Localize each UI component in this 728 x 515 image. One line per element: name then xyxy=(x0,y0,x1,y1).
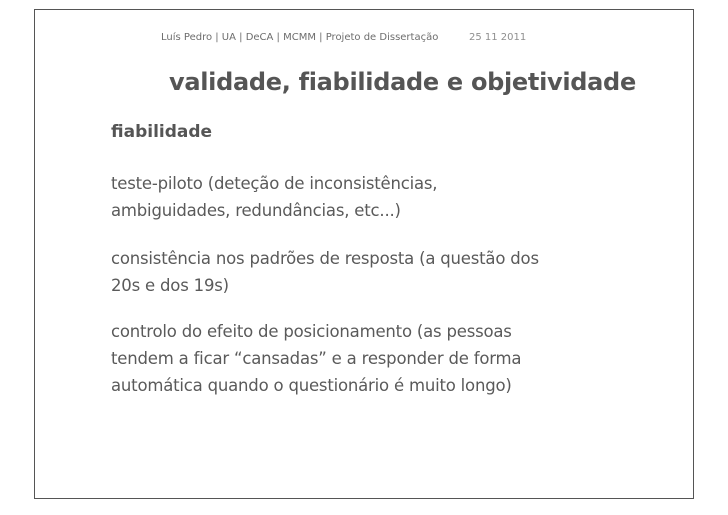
paragraph-line: ambiguidades, redundâncias, etc...) xyxy=(111,201,401,220)
paragraph-line: controlo do efeito de posicionamento (as pessoas xyxy=(111,322,512,341)
paragraph-pilot-test xyxy=(111,170,661,224)
paragraph-line: 20s e dos 19s) xyxy=(111,276,229,295)
paragraph-position-effect xyxy=(111,318,661,399)
section-label: fiabilidade xyxy=(111,122,213,142)
slide-title: validade, fiabilidade e objetividade xyxy=(169,68,636,96)
paragraph-line: tendem a ficar “cansadas” e a responder de forma xyxy=(111,349,522,368)
paragraph-line: consistência nos padrões de resposta (a questão dos xyxy=(111,249,539,268)
header-date: 25 11 2011 xyxy=(469,32,527,43)
paragraph-consistency xyxy=(111,245,661,299)
paragraph-line: automática quando o questionário é muito longo) xyxy=(111,376,512,395)
header-meta: Luís Pedro | UA | DeCA | MCMM | Projeto de Dissertação xyxy=(161,32,439,43)
slide xyxy=(34,9,694,499)
paragraph-line: teste-piloto (deteção de inconsistências, xyxy=(111,174,438,193)
